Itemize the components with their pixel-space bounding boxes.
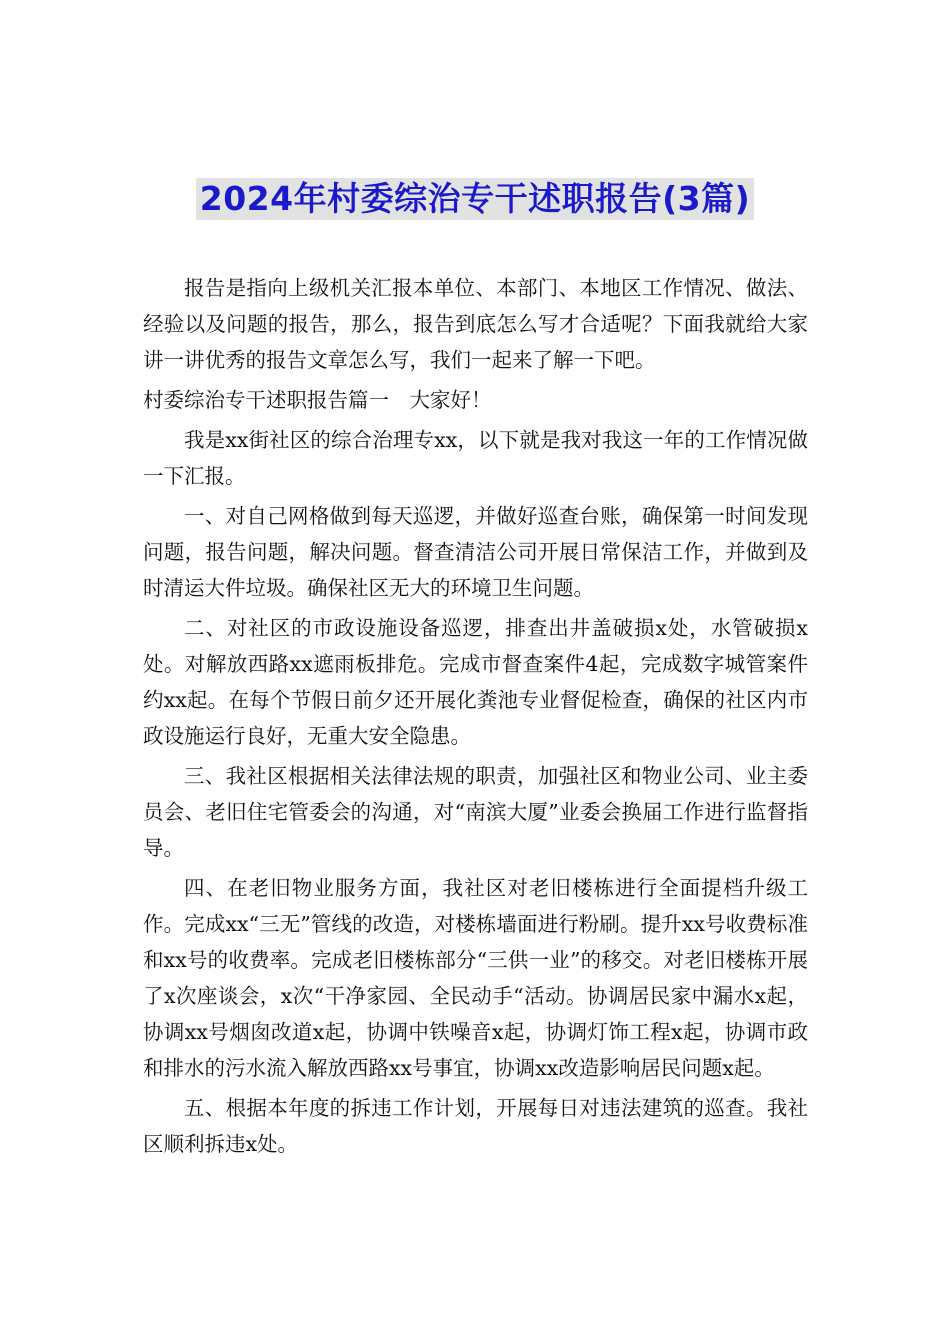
intro-paragraph: 报告是指向上级机关汇报本单位、本部门、本地区工作情况、做法、经验以及问题的报告，那么，报告到底怎么写才合适呢？下面我就给大家讲一讲优秀的报告文章怎么写，我们一起来了解一下吧。 [143,276,808,372]
body-paragraph: 四、在老旧物业服务方面，我社区对老旧楼栋进行全面提档升级工作。完成xx“三无”管线的改造，对楼栋墙面进行粉刷。提升xx号收费标准和xx号的收费率。完成老旧楼栋部分“三供一业”的移交。对老旧楼栋开展了x次座谈会，x次“干净家园、全民动手“活动。协调居民家中漏水x起，协调xx号烟囱改道x起，协调中铁噪音x起，协调灯饰工程x起，协调市政和排水的污水流入解放西路xx号事宜，协调xx改造影响居民问题x起。 [143,876,808,1080]
section-heading-line: 村委综治专干述职报告篇一 大家好！ [143,388,492,412]
body-paragraph: 一、对自己网格做到每天巡逻，并做好巡查台账，确保第一时间发现问题，报告问题，解决问题。督查清洁公司开展日常保洁工作，并做到及时清运大件垃圾。确保社区无大的环境卫生问题。 [143,504,808,600]
body-paragraph: 三、我社区根据相关法律法规的职责，加强社区和物业公司、业主委员会、老旧住宅管委会的沟通，对“南滨大厦”业委会换届工作进行监督指导。 [143,764,808,860]
body-paragraph: 我是xx街社区的综合治理专xx，以下就是我对我这一年的工作情况做一下汇报。 [143,428,808,488]
body-paragraph: 五、根据本年度的拆违工作计划，开展每日对违法建筑的巡查。我社区顺利拆违x处。 [143,1096,808,1156]
document-body [143,270,808,1166]
title-container [0,178,950,220]
document-title: 2024年村委综治专干述职报告(3篇) [196,178,754,220]
body-paragraph: 二、对社区的市政设施设备巡逻，排查出井盖破损x处，水管破损x处。对解放西路xx遮雨板排危。完成市督查案件4起，完成数字城管案件约xx起。在每个节假日前夕还开展化粪池专业督促检查，确保的社区内市政设施运行良好，无重大安全隐患。 [143,616,808,748]
